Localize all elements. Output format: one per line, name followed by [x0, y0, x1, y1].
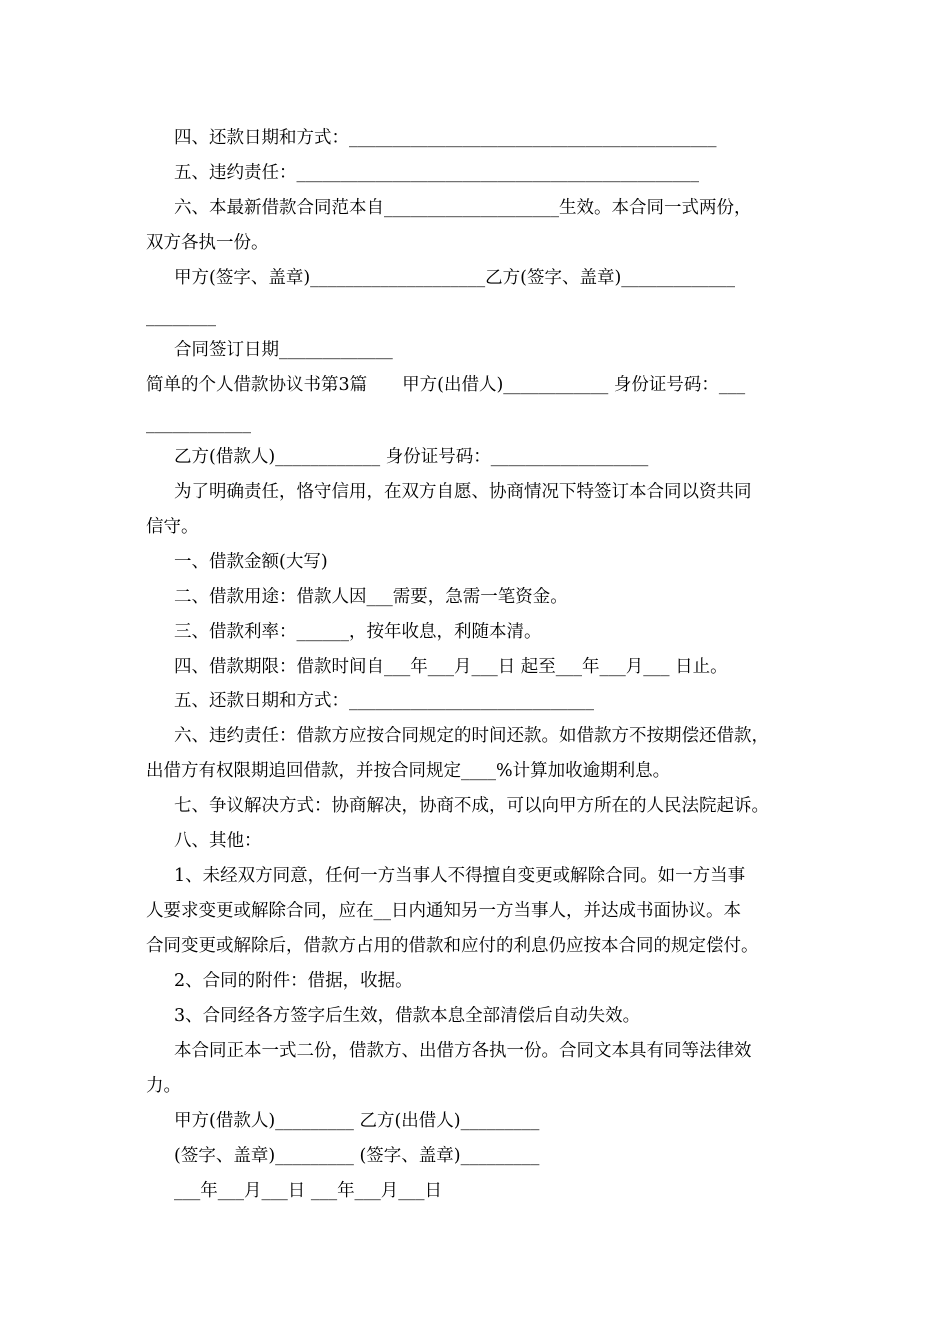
- text-line: 本合同正本一式二份，借款方、出借方各执一份。合同文本具有同等法律效: [174, 1041, 752, 1061]
- text-line: ____________: [146, 414, 251, 434]
- text-line: 2、合同的附件：借据，收据。: [174, 971, 413, 991]
- text-line: 一、借款金额(大写): [174, 552, 328, 572]
- text-line: 人要求变更或解除合同，应在__日内通知另一方当事人，并达成书面协议。本: [146, 901, 741, 921]
- text-line: 三、借款利率：______，按年收息，利随本清。: [174, 622, 542, 642]
- text-line: ________: [146, 307, 216, 327]
- section-heading: 简单的个人借款协议书第3篇 甲方(出借人)____________ 身份证号码：___: [146, 375, 746, 395]
- text-line: 乙方(借款人)____________ 身份证号码：__________________: [174, 447, 649, 467]
- text-line: 六、本最新借款合同范本自____________________生效。本合同一式两份，: [174, 198, 752, 218]
- text-line: 合同签订日期_____________: [174, 340, 393, 360]
- text-line: 五、违约责任：______________________________________________: [174, 163, 699, 183]
- signature-line: 甲方(借款人)_________ 乙方(出借人)_________: [174, 1111, 540, 1131]
- text-line: 出借方有权限期追回借款，并按合同规定____%计算加收逾期利息。: [146, 761, 671, 781]
- text-line: 四、还款日期和方式：__________________________________________: [174, 128, 717, 148]
- text-line: 双方各执一份。: [146, 233, 269, 253]
- text-line: 七、争议解决方式：协商解决，协商不成，可以向甲方所在的人民法院起诉。: [174, 796, 769, 816]
- text-line: 二、借款用途：借款人因___需要，急需一笔资金。: [174, 587, 568, 607]
- text-line: 信守。: [146, 517, 199, 537]
- text-line: 六、违约责任：借款方应按合同规定的时间还款。如借款方不按期偿还借款，: [174, 726, 769, 746]
- text-line: 甲方(签字、盖章)____________________乙方(签字、盖章)_____________: [174, 268, 736, 288]
- text-line: 1、未经双方同意，任何一方当事人不得擅自变更或解除合同。如一方当事: [174, 866, 746, 886]
- text-line: 力。: [146, 1076, 181, 1096]
- text-line: 3、合同经各方签字后生效，借款本息全部清偿后自动失效。: [174, 1006, 641, 1026]
- text-line: 为了明确责任，恪守信用，在双方自愿、协商情况下特签订本合同以资共同: [174, 482, 752, 502]
- text-line: 五、还款日期和方式：____________________________: [174, 691, 594, 711]
- text-line: 合同变更或解除后，借款方占用的借款和应付的利息仍应按本合同的规定偿付。: [146, 936, 759, 956]
- text-line: 八、其他：: [174, 831, 262, 851]
- signature-line: (签字、盖章)_________ (签字、盖章)_________: [174, 1146, 540, 1166]
- date-line: ___年___月___日 ___年___月___日: [174, 1181, 443, 1201]
- text-line: 四、借款期限：借款时间自___年___月___日 起至___年___月___ 日止。: [174, 657, 728, 677]
